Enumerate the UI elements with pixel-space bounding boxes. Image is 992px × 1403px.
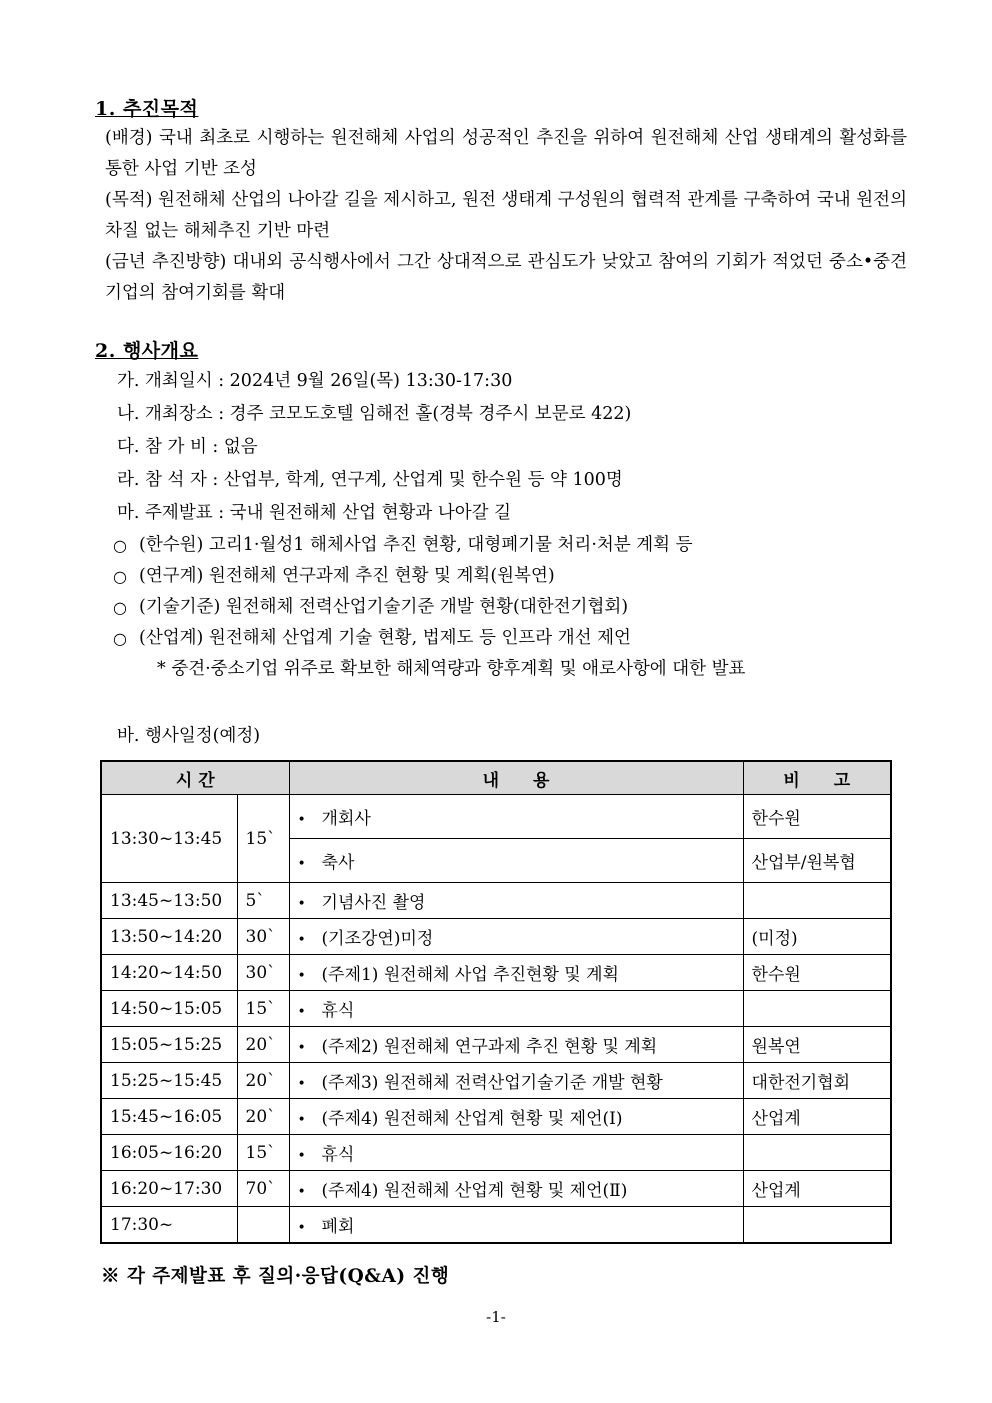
bullet-icon: • — [297, 812, 306, 828]
time-cell: 16:20~17:30 — [101, 1171, 237, 1207]
content-text: 폐회 — [321, 1217, 355, 1237]
circle-bullet-icon: ○ — [113, 567, 127, 586]
section1-paragraph-direction: (금년 추진방향) 대내외 공식행사에서 그간 상대적으로 관심도가 낮았고 참여의 기회가 적었던 중소•중견기업의 참여기회를 확대 — [105, 252, 907, 303]
event-date-item: 가. 개최일시 : 2024년 9월 26일(목) 13:30-17:30 — [117, 371, 513, 391]
content-cell — [289, 919, 743, 955]
duration-cell: 20` — [237, 1027, 289, 1063]
section1-title: 1. 추진목적 — [95, 98, 199, 120]
content-cell — [289, 883, 743, 919]
circle-bullet-icon: ○ — [113, 598, 127, 617]
schedule-section-label: 바. 행사일정(예정) — [117, 726, 261, 746]
table-row — [101, 1171, 891, 1207]
table-row — [101, 1099, 891, 1135]
duration-cell: 30` — [237, 955, 289, 991]
table-row — [101, 883, 891, 919]
content-text: (주제1) 원전해체 사업 추진현황 및 계획 — [321, 965, 619, 985]
table-row — [101, 919, 891, 955]
note-cell: 산업계 — [743, 1171, 891, 1207]
duration-cell: 15` — [237, 991, 289, 1027]
duration-cell: 70` — [237, 1171, 289, 1207]
topic-bullet-text: (한수원) 고리1·월성1 해체사업 추진 현황, 대형폐기물 처리·처분 계획 등 — [139, 535, 693, 555]
content-text: 휴식 — [321, 1001, 355, 1021]
time-cell: 15:05~15:25 — [101, 1027, 237, 1063]
circle-bullet-icon: ○ — [113, 629, 127, 648]
table-row — [101, 1135, 891, 1171]
content-cell — [289, 955, 743, 991]
time-cell: 16:05~16:20 — [101, 1135, 237, 1171]
duration-cell: 5` — [237, 883, 289, 919]
bullet-icon: • — [297, 1184, 306, 1200]
content-text: (주제3) 원전해체 전력산업기술기준 개발 현황 — [321, 1073, 663, 1093]
topic-bullet-text: (산업계) 원전해체 산업계 기술 현황, 법제도 등 인프라 개선 제언 — [139, 628, 631, 648]
note-cell: 원복연 — [743, 1027, 891, 1063]
bullet-icon: • — [297, 856, 306, 872]
content-cell — [289, 1099, 743, 1135]
note-cell: 한수원 — [743, 795, 891, 839]
time-cell: 14:20~14:50 — [101, 955, 237, 991]
duration-cell: 15` — [237, 795, 289, 883]
event-topic-item: 마. 주제발표 : 국내 원전해체 산업 현황과 나아갈 길 — [117, 503, 512, 523]
note-cell: (미정) — [743, 919, 891, 955]
content-text: 축사 — [321, 853, 355, 873]
bullet-icon: • — [297, 1148, 306, 1164]
bullet-icon: • — [297, 1112, 306, 1128]
table-row — [101, 1063, 891, 1099]
circle-bullet-icon: ○ — [113, 536, 127, 555]
time-cell: 17:30~ — [101, 1207, 237, 1244]
content-cell — [289, 1063, 743, 1099]
time-cell: 14:50~15:05 — [101, 991, 237, 1027]
topic-bullet-text: (기술기준) 원전해체 전력산업기술기준 개발 현황(대한전기협회) — [139, 597, 629, 617]
content-text: (주제4) 원전해체 산업계 현황 및 제언(Ⅱ) — [321, 1181, 628, 1201]
topic-bullet-research — [95, 561, 907, 592]
note-cell — [743, 991, 891, 1027]
content-cell — [289, 1207, 743, 1244]
duration-cell: 30` — [237, 919, 289, 955]
table-row — [101, 955, 891, 991]
duration-cell: 15` — [237, 1135, 289, 1171]
note-cell: 산업부/원복협 — [743, 839, 891, 883]
note-cell — [743, 1207, 891, 1244]
content-text: 기념사진 촬영 — [321, 893, 426, 913]
content-text: (기조강연)미정 — [321, 929, 434, 949]
section1-paragraph-background: (배경) 국내 최초로 시행하는 원전해체 사업의 성공적인 추진을 위하여 원전해체 산업 생태계의 활성화를 통한 사업 기반 조성 — [105, 128, 907, 179]
topic-bullet-standards — [95, 592, 907, 623]
table-row — [101, 795, 891, 839]
bullet-icon: • — [297, 1076, 306, 1092]
time-cell: 15:45~16:05 — [101, 1099, 237, 1135]
content-text: (주제2) 원전해체 연구과제 추진 현황 및 계획 — [321, 1037, 658, 1057]
content-cell — [289, 795, 743, 839]
table-row — [101, 1207, 891, 1244]
content-column-header: 내 용 — [289, 761, 743, 795]
bullet-icon: • — [297, 1040, 306, 1056]
bullet-icon: • — [297, 932, 306, 948]
bullet-icon: • — [297, 968, 306, 984]
schedule-table — [100, 760, 892, 1244]
schedule-header-row — [101, 761, 891, 795]
note-column-header: 비 고 — [743, 761, 891, 795]
note-cell — [743, 1135, 891, 1171]
note-cell: 대한전기협회 — [743, 1063, 891, 1099]
note-cell: 산업계 — [743, 1099, 891, 1135]
duration-cell: 20` — [237, 1063, 289, 1099]
topic-bullet-khnp — [95, 530, 907, 561]
event-fee-item: 다. 참 가 비 : 없음 — [117, 437, 258, 457]
duration-cell — [237, 1207, 289, 1244]
qa-footnote: ※ 각 주제발표 후 질의·응답(Q&A) 진행 — [101, 1266, 450, 1287]
time-cell: 13:50~14:20 — [101, 919, 237, 955]
topic-bullet-text: (연구계) 원전해체 연구과제 추진 현황 및 계획(원복연) — [139, 566, 555, 586]
content-cell — [289, 1135, 743, 1171]
bullet-icon: • — [297, 1220, 306, 1236]
bullet-icon: • — [297, 896, 306, 912]
content-text: (주제4) 원전해체 산업계 현황 및 제언(Ⅰ) — [321, 1109, 623, 1129]
note-cell — [743, 883, 891, 919]
event-attendees-item: 라. 참 석 자 : 산업부, 학계, 연구계, 산업계 및 한수원 등 약 100명 — [117, 470, 623, 490]
time-cell: 13:30~13:45 — [101, 795, 237, 883]
duration-cell: 20` — [237, 1099, 289, 1135]
time-cell: 15:25~15:45 — [101, 1063, 237, 1099]
table-row — [101, 1027, 891, 1063]
content-text: 휴식 — [321, 1145, 355, 1165]
section2-title: 2. 행사개요 — [95, 340, 199, 362]
asterisk-note: * 중견·중소기업 위주로 확보한 해체역량과 향후계획 및 애로사항에 대한 발표 — [157, 659, 746, 679]
document-content — [95, 95, 907, 1292]
topic-bullet-industry — [95, 623, 907, 654]
time-column-header: 시 간 — [101, 761, 289, 795]
content-cell — [289, 1027, 743, 1063]
content-cell — [289, 991, 743, 1027]
content-cell — [289, 1171, 743, 1207]
section1-paragraph-purpose: (목적) 원전해체 산업의 나아갈 길을 제시하고, 원전 생태계 구성원의 협력적 관계를 구축하여 국내 원전의 차질 없는 해체추진 기반 마련 — [105, 190, 907, 241]
page-number: -1- — [486, 1308, 506, 1326]
content-text: 개회사 — [321, 809, 371, 829]
bullet-icon: • — [297, 1004, 306, 1020]
event-venue-item: 나. 개최장소 : 경주 코모도호텔 임해전 홀(경북 경주시 보문로 422) — [117, 404, 632, 424]
note-cell: 한수원 — [743, 955, 891, 991]
time-cell: 13:45~13:50 — [101, 883, 237, 919]
content-cell — [289, 839, 743, 883]
table-row — [101, 991, 891, 1027]
